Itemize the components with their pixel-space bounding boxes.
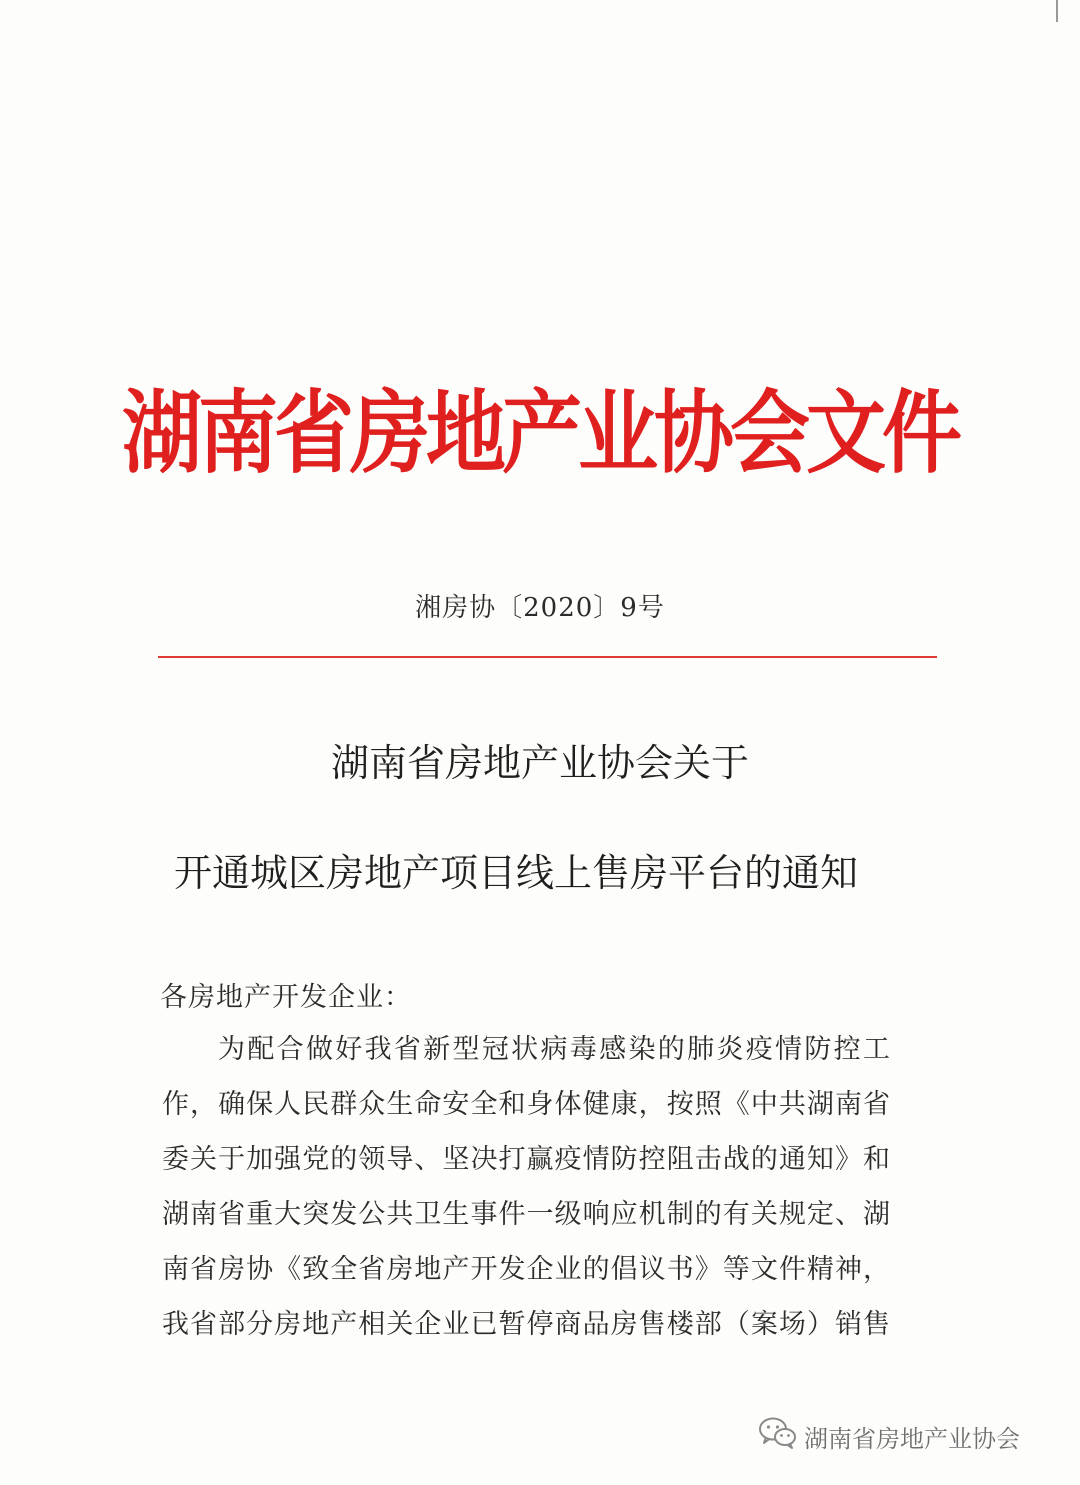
body-line: 作，确保人民群众生命安全和身体健康，按照《中共湖南省 <box>162 1089 890 1120</box>
body-line: 湖南省重大突发公共卫生事件一级响应机制的有关规定、湖 <box>162 1199 890 1230</box>
document-title-line-2: 开通城区房地产项目线上售房平台的通知 <box>173 851 858 895</box>
document-number: 湘房协〔2020〕9号 <box>415 593 665 623</box>
document-header: 湖南省房地产业协会文件 <box>122 380 958 486</box>
salutation: 各房地产开发企业： <box>160 982 412 1013</box>
header-divider <box>158 656 937 658</box>
account-watermark <box>758 1414 1020 1458</box>
body-line: 南省房协《致全省房地产开发企业的倡议书》等文件精神， <box>162 1254 890 1285</box>
document-title-line-1: 湖南省房地产业协会关于 <box>330 741 749 785</box>
body-line: 为配合做好我省新型冠状病毒感染的肺炎疫情防控工 <box>218 1034 890 1065</box>
body-line: 我省部分房地产相关企业已暂停商品房售楼部（案场）销售 <box>162 1309 890 1340</box>
body-line: 委关于加强党的领导、坚决打赢疫情防控阻击战的通知》和 <box>162 1144 890 1175</box>
wechat-icon <box>758 1416 804 1456</box>
watermark-text: 湖南省房地产业协会 <box>804 1424 1020 1453</box>
scan-edge-mark <box>1056 0 1058 22</box>
